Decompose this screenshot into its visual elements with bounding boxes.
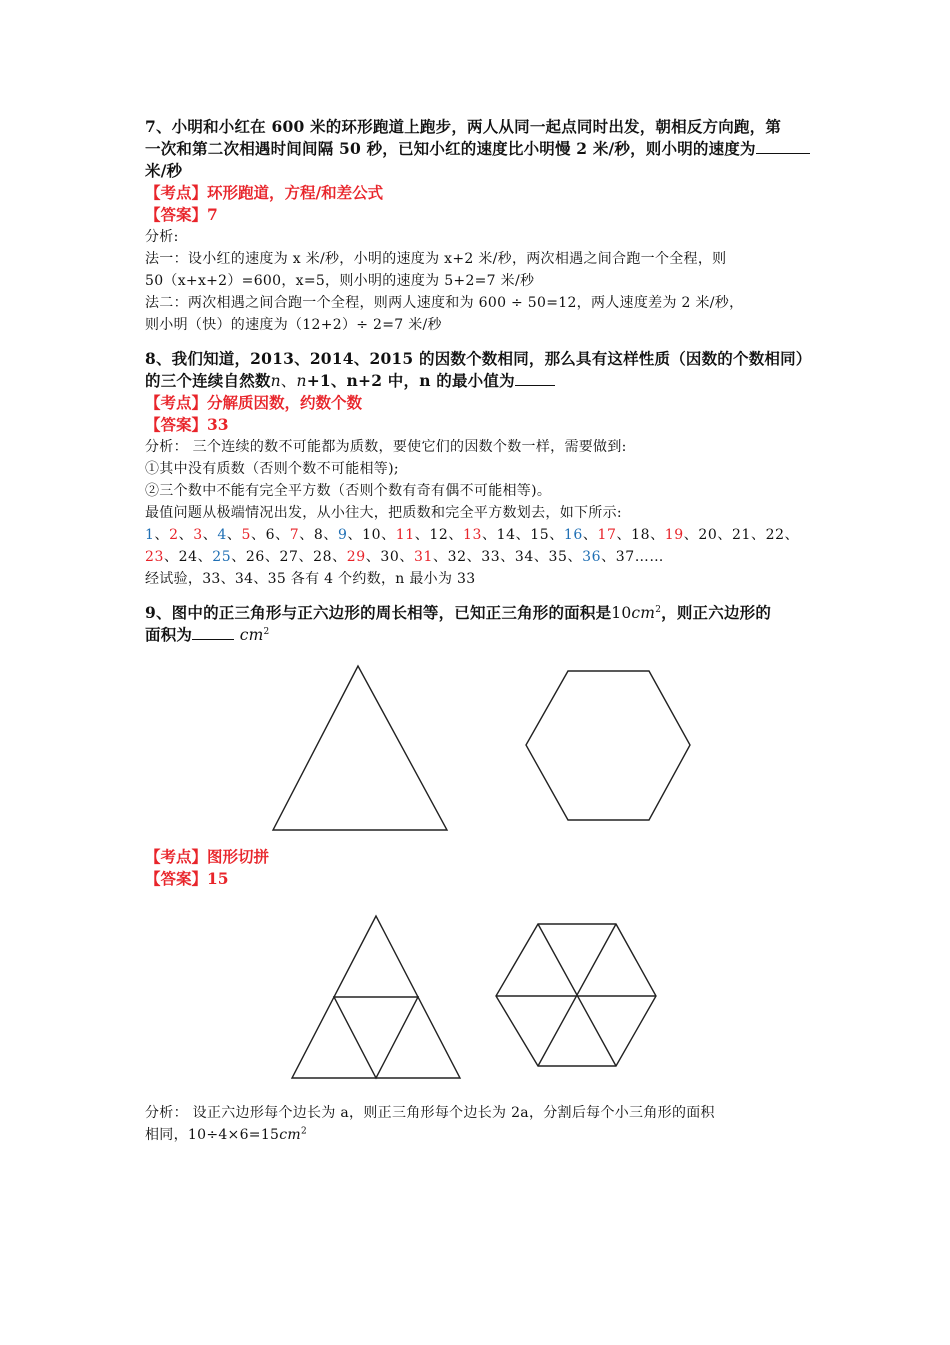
q7-line2-text: 一次和第二次相遇时间间隔 50 秒，已知小红的速度比小明慢 2 米/秒，则小明的速度为 xyxy=(145,139,756,158)
q9-analysis-a: 分析： 设正六边形每个边长为 a，则正三角形每个边长为 2a，分割后每个小三角形的面积 xyxy=(145,1105,715,1121)
spacer xyxy=(145,336,810,348)
sequence-separator: 、 xyxy=(399,549,414,565)
sequence-number: 1 xyxy=(145,527,155,543)
sequence-separator: 、 xyxy=(515,527,531,543)
sequence-separator: 、 xyxy=(231,549,246,565)
sequence-number: 37…… xyxy=(615,549,664,565)
sequence-number: 4 xyxy=(217,527,227,543)
sequence-separator: 、 xyxy=(433,549,448,565)
q9-line2-pre: 面积为 xyxy=(145,625,193,644)
q8-kaodian: 【考点】分解质因数，约数个数 xyxy=(145,393,363,412)
q9-area-value: 10 xyxy=(611,604,632,622)
sequence-number: 11 xyxy=(395,527,415,543)
figure-cut-shapes xyxy=(145,890,810,1102)
sequence-number: 22 xyxy=(765,527,785,543)
sequence-number: 23 xyxy=(145,549,165,565)
divided-triangle xyxy=(292,916,460,1078)
q8-answer: 【答案】33 xyxy=(145,415,229,434)
sequence-number: 2 xyxy=(169,527,179,543)
sequence-number: 19 xyxy=(664,527,684,543)
shapes-svg xyxy=(145,646,810,832)
sequence-number: 5 xyxy=(241,527,252,543)
q8-line1: 8、我们知道，2013、2014、2015 的因数个数相同，那么具有这样性质（因数的个数相同） xyxy=(145,349,812,368)
sequence-separator: 、 xyxy=(784,527,800,543)
cut-shapes-svg xyxy=(145,890,810,1102)
sequence-number: 14 xyxy=(496,527,516,543)
sequence-separator: 、 xyxy=(323,527,338,543)
sequence-separator: 、 xyxy=(347,527,363,543)
q9-analysis-b-pre: 相同，10÷4×6=15 xyxy=(145,1127,280,1143)
answer-blank xyxy=(192,625,234,640)
q7-line2 xyxy=(145,138,810,160)
regular-hexagon xyxy=(526,671,690,820)
sequence-number: 30 xyxy=(380,549,400,565)
spacer xyxy=(145,590,810,602)
sequence-number: 15 xyxy=(530,527,550,543)
sequence-separator: 、 xyxy=(414,527,430,543)
sequence-separator: 、 xyxy=(365,549,381,565)
sequence-separator: 、 xyxy=(683,527,699,543)
q9-unit-sup: 2 xyxy=(655,604,662,615)
q8-condition2: ②三个数中不能有完全平方数（否则个数有奇有偶不可能相等)。 xyxy=(145,483,552,499)
q8-sep: 、 xyxy=(280,372,297,390)
q9-answer: 【答案】15 xyxy=(145,869,229,888)
sequence-separator: 、 xyxy=(717,527,732,543)
sequence-number: 21 xyxy=(732,527,752,543)
q8-line2 xyxy=(145,370,810,392)
q7-method1-a: 法一：设小红的速度为 x 米/秒，小明的速度为 x+2 米/秒，两次相遇之间合跑一个全程，则 xyxy=(145,251,727,267)
sequence-separator: 、 xyxy=(582,527,598,543)
sequence-number: 25 xyxy=(212,549,232,565)
sequence-number: 3 xyxy=(193,527,203,543)
sequence-number: 12 xyxy=(429,527,449,543)
sequence-separator: 、 xyxy=(448,527,463,543)
sequence-number: 20 xyxy=(698,527,718,543)
sequence-number: 36 xyxy=(582,549,602,565)
sequence-separator: 、 xyxy=(567,549,583,565)
sequence-number: 16 xyxy=(563,527,583,543)
sequence-number: 27 xyxy=(279,549,299,565)
sequence-number: 29 xyxy=(346,549,366,565)
q9-unit2-sup: 2 xyxy=(263,626,270,637)
number-sequence xyxy=(145,524,810,568)
sequence-separator: 、 xyxy=(264,549,280,565)
sequence-number: 10 xyxy=(362,527,382,543)
sequence-number: 26 xyxy=(245,549,265,565)
q7-line1: 7、小明和小红在 600 米的环形跑道上跑步，两人从同一起点同时出发，朝相反方向跑，第 xyxy=(145,117,782,136)
sequence-number: 32 xyxy=(447,549,467,565)
sequence-number: 31 xyxy=(414,549,434,565)
divided-hexagon xyxy=(496,924,656,1066)
sequence-separator: 、 xyxy=(381,527,396,543)
sequence-number: 24 xyxy=(178,549,198,565)
sequence-separator: 、 xyxy=(299,527,314,543)
sequence-number: 33 xyxy=(481,549,501,565)
q7-method2-a: 法二：两次相遇之间合跑一个全程，则两人速度和为 600 ÷ 50=12，两人速度差为 2 米/秒， xyxy=(145,295,744,311)
sequence-number: 7 xyxy=(289,527,300,543)
document-page xyxy=(145,116,810,1146)
q9-unit: cm xyxy=(631,604,656,622)
sequence-separator: 、 xyxy=(164,549,179,565)
q8-method: 最值问题从极端情况出发，从小往大，把质数和完全平方数划去，如下所示: xyxy=(145,505,622,521)
answer-blank xyxy=(756,139,810,154)
sequence-separator: 、 xyxy=(178,527,194,543)
sequence-separator: 、 xyxy=(226,527,242,543)
q7-line3: 米/秒 xyxy=(145,161,183,180)
q8-condition1: ①其中没有质数（否则个数不可能相等); xyxy=(145,461,399,477)
sequence-number: 18 xyxy=(631,527,651,543)
q8-line2-post: +1、n+2 中，n 的最小值为 xyxy=(306,371,515,390)
sequence-number: 28 xyxy=(313,549,333,565)
q7-method2-b: 则小明（快）的速度为（12+2）÷ 2=7 米/秒 xyxy=(145,317,442,333)
q9-analysis-unit: cm xyxy=(279,1127,301,1143)
sequence-separator: 、 xyxy=(533,549,549,565)
figure-original-shapes xyxy=(145,646,810,832)
sequence-separator: 、 xyxy=(616,527,632,543)
sequence-separator: 、 xyxy=(154,527,170,543)
sequence-separator: 、 xyxy=(500,549,515,565)
q9-line1-pre: 9、图中的正三角形与正六边形的周长相等，已知正三角形的面积是 xyxy=(145,603,612,622)
q9-line2 xyxy=(145,624,810,646)
q8-conclusion: 经试验，33、34、35 各有 4 个约数，n 最小为 33 xyxy=(145,571,476,587)
q7-method1-b: 50（x+x+2）=600，x=5，则小明的速度为 5+2=7 米/秒 xyxy=(145,273,535,289)
sequence-separator: 、 xyxy=(601,549,616,565)
sequence-number: 6 xyxy=(265,527,276,543)
q9-line1 xyxy=(145,602,810,624)
sequence-number: 13 xyxy=(463,527,483,543)
sequence-number: 9 xyxy=(338,527,348,543)
q7-answer: 【答案】7 xyxy=(145,205,218,224)
q8-var-n: n xyxy=(270,372,281,390)
sequence-number: 34 xyxy=(514,549,534,565)
q8-var-n1: n xyxy=(296,372,307,390)
q8-analysis: 分析： 三个连续的数不可能都为质数，要使它们的因数个数一样，需要做到: xyxy=(145,439,627,455)
spacer xyxy=(145,832,810,846)
sequence-separator: 、 xyxy=(466,549,482,565)
sequence-separator: 、 xyxy=(197,549,213,565)
sequence-separator: 、 xyxy=(251,527,266,543)
sequence-number: 8 xyxy=(313,527,324,543)
sequence-separator: 、 xyxy=(202,527,218,543)
q8-line2-pre: 的三个连续自然数 xyxy=(145,371,271,390)
q9-line1-post: ，则正六边形的 xyxy=(661,603,772,622)
sequence-separator: 、 xyxy=(650,527,665,543)
sequence-separator: 、 xyxy=(275,527,290,543)
q9-analysis-b xyxy=(145,1124,810,1146)
sequence-number: 35 xyxy=(548,549,568,565)
sequence-separator: 、 xyxy=(482,527,497,543)
sequence-separator: 、 xyxy=(332,549,347,565)
equilateral-triangle xyxy=(273,666,447,830)
q9-unit2: cm xyxy=(239,626,264,644)
sequence-number: 17 xyxy=(597,527,617,543)
q9-analysis-unit-sup: 2 xyxy=(300,1126,307,1137)
sequence-separator: 、 xyxy=(751,527,766,543)
q9-kaodian: 【考点】图形切拼 xyxy=(145,847,270,866)
q7-analysis-label: 分析: xyxy=(145,229,179,245)
q7-kaodian: 【考点】环形跑道，方程/和差公式 xyxy=(145,183,384,202)
answer-blank xyxy=(515,371,555,386)
sequence-separator: 、 xyxy=(298,549,314,565)
sequence-separator: 、 xyxy=(549,527,564,543)
